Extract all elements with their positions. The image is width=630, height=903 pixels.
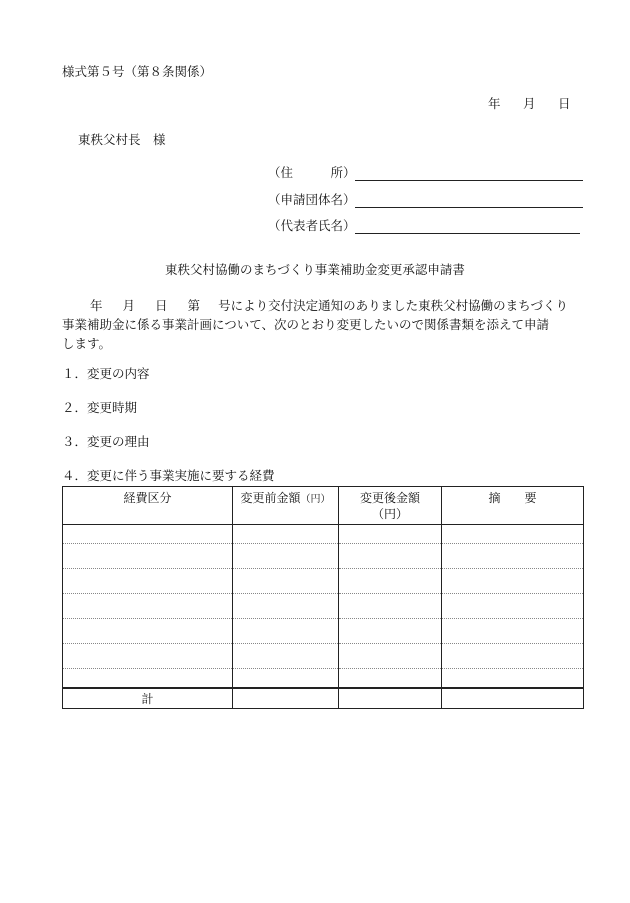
addressee: 東秩父村長 様 — [78, 132, 166, 147]
cell-after-amount[interactable] — [339, 594, 442, 619]
cost-table-header — [63, 487, 584, 525]
date-line — [488, 98, 571, 111]
date-day: 日 — [558, 96, 571, 111]
cost-table — [62, 486, 584, 709]
cell-before-amount[interactable] — [233, 569, 339, 594]
cell-category[interactable] — [63, 544, 233, 569]
cell-category[interactable] — [63, 644, 233, 669]
item-change-content: １．変更の内容 — [62, 366, 150, 381]
cell-remarks[interactable] — [442, 569, 584, 594]
date-month: 月 — [523, 96, 536, 111]
table-row — [63, 569, 584, 594]
date-year: 年 — [488, 96, 501, 111]
cell-after-amount[interactable] — [339, 644, 442, 669]
item-change-timing: ２．変更時期 — [62, 400, 138, 415]
cell-remarks[interactable] — [442, 644, 584, 669]
cell-before-amount[interactable] — [233, 619, 339, 644]
total-row — [63, 688, 584, 709]
cell-remarks[interactable] — [442, 619, 584, 644]
total-remarks[interactable] — [442, 688, 584, 709]
table-row — [63, 594, 584, 619]
table-row — [63, 619, 584, 644]
cell-category[interactable] — [63, 594, 233, 619]
cell-after-amount[interactable] — [339, 669, 442, 689]
cell-before-amount[interactable] — [233, 669, 339, 689]
item-change-cost: ４．変更に伴う事業実施に要する経費 — [62, 468, 275, 483]
address-label: （住 所） — [268, 165, 356, 180]
cell-before-amount[interactable] — [233, 544, 339, 569]
item-change-reason: ３．変更の理由 — [62, 434, 150, 449]
cell-category[interactable] — [63, 525, 233, 544]
cell-before-amount[interactable] — [233, 644, 339, 669]
address-field[interactable] — [355, 180, 583, 181]
total-after-amount[interactable] — [339, 688, 442, 709]
header-remarks: 摘 要 — [442, 487, 584, 525]
body-line-3: します。 — [62, 336, 112, 351]
cell-category[interactable] — [63, 619, 233, 644]
cell-category[interactable] — [63, 569, 233, 594]
representative-name-field[interactable] — [355, 233, 580, 234]
cell-remarks[interactable] — [442, 594, 584, 619]
cell-before-amount[interactable] — [233, 594, 339, 619]
body-line-2: 事業補助金に係る事業計画について、次のとおり変更したいので関係書類を添えて申請 — [62, 317, 550, 332]
cell-after-amount[interactable] — [339, 525, 442, 544]
header-before-amount: 変更前金額（円） — [233, 487, 339, 525]
cell-category[interactable] — [63, 669, 233, 689]
table-row — [63, 525, 584, 544]
table-row — [63, 644, 584, 669]
table-row — [63, 544, 584, 569]
representative-name-label: （代表者氏名） — [268, 218, 356, 233]
cell-remarks[interactable] — [442, 525, 584, 544]
organization-name-label: （申請団体名） — [268, 192, 356, 207]
cell-remarks[interactable] — [442, 544, 584, 569]
body-line-1: 年 月 日 第 号により交付決定通知のありました東秩父村協働のまちづくり — [90, 298, 568, 313]
cell-remarks[interactable] — [442, 669, 584, 689]
document-title: 東秩父村協働のまちづくり事業補助金変更承認申請書 — [165, 262, 465, 277]
total-before-amount[interactable] — [233, 688, 339, 709]
form-number: 様式第５号（第８条関係） — [62, 64, 213, 79]
header-category: 経費区分 — [63, 487, 233, 525]
table-row — [63, 669, 584, 689]
cell-after-amount[interactable] — [339, 544, 442, 569]
header-after-amount: 変更後金額 （円） — [339, 487, 442, 525]
total-label: 計 — [63, 688, 233, 709]
cell-after-amount[interactable] — [339, 569, 442, 594]
application-body — [62, 296, 583, 353]
cell-before-amount[interactable] — [233, 525, 339, 544]
organization-name-field[interactable] — [355, 207, 583, 208]
cell-after-amount[interactable] — [339, 619, 442, 644]
